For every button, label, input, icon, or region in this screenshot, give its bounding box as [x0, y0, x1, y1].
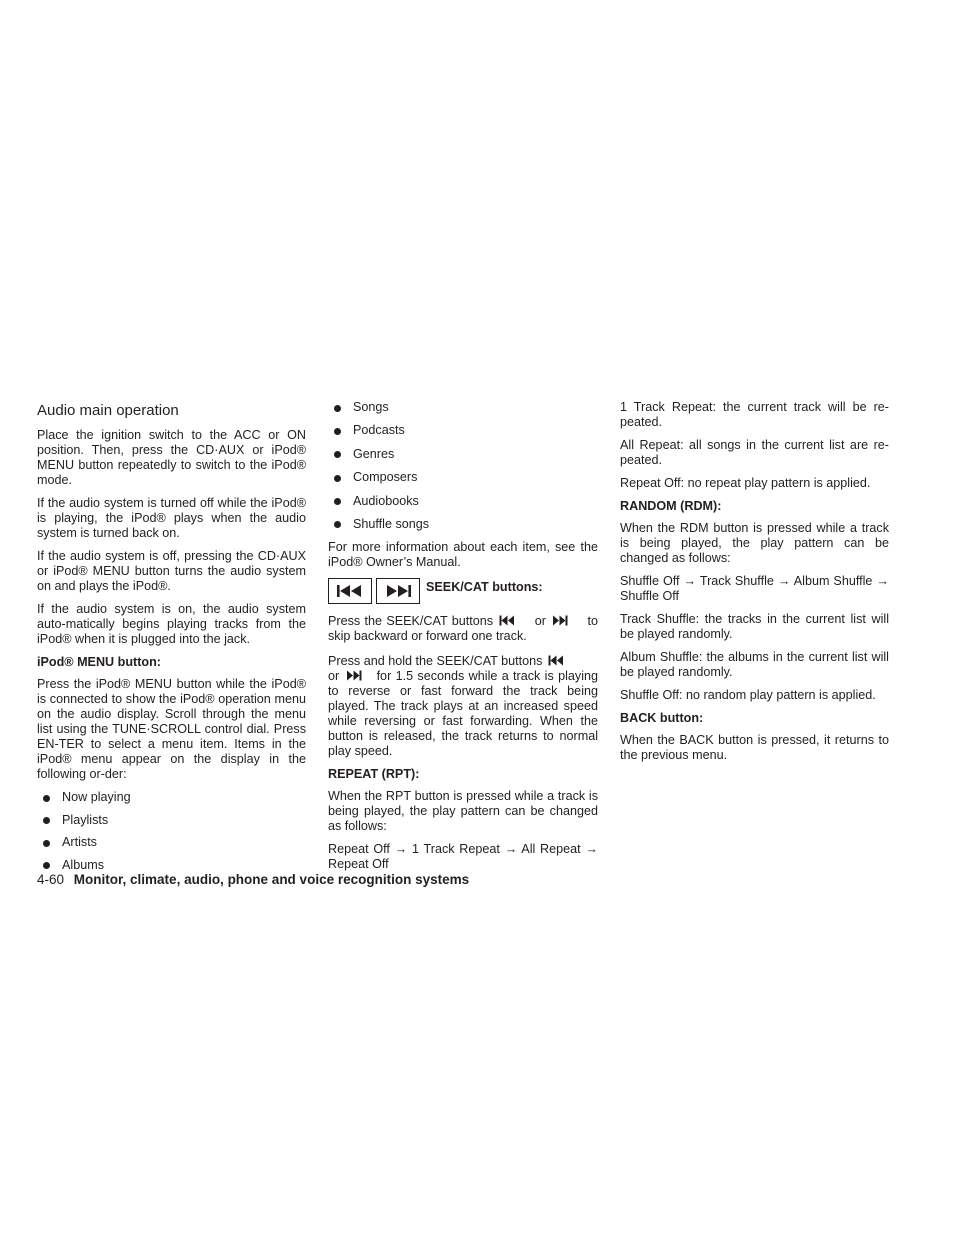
bullet-icon [43, 862, 50, 869]
section-heading: Audio main operation [37, 402, 179, 419]
subheading-ipod-menu: iPod® MENU button: [37, 655, 161, 669]
paragraph: Place the ignition switch to the ACC or ON position. Then, press the CD·AUX or iPod® MENU button repeatedly to switch to the iPod® mode. [37, 428, 306, 487]
skip-forward-icon [346, 670, 362, 681]
list-item-label: Genres [353, 446, 395, 461]
paragraph: Album Shuffle: the albums in the current list will be played randomly. [620, 650, 889, 679]
list-item [328, 400, 598, 415]
list-item [328, 447, 598, 462]
text-run: or [534, 614, 546, 629]
subheading-repeat: REPEAT (RPT): [328, 767, 420, 782]
menu-item-list-continued [328, 400, 598, 532]
list-item [328, 470, 598, 485]
bullet-icon [334, 498, 341, 505]
paragraph: Repeat Off: no repeat play pattern is applied. [620, 476, 871, 490]
paragraph: If the audio system is off, pressing the CD·AUX or iPod® MENU button turns the audio system on and plays the iPod®. [37, 549, 306, 593]
bullet-icon [334, 475, 341, 482]
text-run: to skip backward or forward one track. [328, 614, 599, 644]
list-item [328, 517, 598, 532]
bullet-icon [43, 795, 50, 802]
paragraph: When the BACK button is pressed, it returns to the previous menu. [620, 733, 889, 762]
seek-back-button-diagram [328, 578, 372, 604]
list-item-label: Artists [62, 835, 97, 849]
subheading-seek-cat: SEEK/CAT buttons: [426, 579, 543, 594]
paragraph-seek-press [328, 614, 598, 644]
paragraph: If the audio system is turned off while the iPod® is playing, the iPod® plays when the audio system is turned back on. [37, 496, 306, 540]
paragraph: All Repeat: all songs in the current list are re-peated. [620, 438, 889, 467]
menu-item-list [37, 790, 306, 873]
paragraph-seek-hold [328, 654, 598, 759]
list-item [328, 423, 598, 438]
list-item [37, 790, 306, 805]
text-run: for 1.5 seconds while a track is playing to reverse or fast forward the track being played. The track plays at an increased speed while reversing or fast forwarding. When the button is released, the track returns to normal play speed. [328, 669, 599, 759]
list-item-label: Podcasts [353, 423, 405, 438]
bullet-icon [43, 840, 50, 847]
seek-forward-button-diagram [376, 578, 420, 604]
list-item [37, 835, 306, 850]
text-run: Press and hold the SEEK/CAT buttons [328, 654, 543, 669]
list-item [328, 494, 598, 509]
paragraph: For more information about each item, see the iPod® Owner’s Manual. [328, 540, 598, 570]
middle-column [328, 400, 598, 880]
text-run: Press the SEEK/CAT buttons [328, 614, 494, 629]
list-item-label: Composers [353, 470, 418, 485]
left-column [37, 400, 306, 881]
list-item-label: Shuffle songs [353, 516, 430, 531]
bullet-icon [334, 428, 341, 435]
page-footer [37, 871, 469, 888]
paragraph: Track Shuffle: the tracks in the current list will be played randomly. [620, 612, 889, 641]
seek-cat-button-illustration [328, 578, 598, 604]
section-title: Monitor, climate, audio, phone and voice recognition systems [73, 872, 470, 887]
paragraph: When the RPT button is pressed while a track is being played, the play pattern can be changed as follows: [328, 789, 598, 834]
bullet-icon [334, 451, 341, 458]
paragraph: Shuffle Off → Track Shuffle → Album Shuffle → Shuffle Off [620, 574, 889, 603]
list-item-label: Now playing [62, 790, 131, 804]
bullet-icon [334, 521, 341, 528]
paragraph: Repeat Off → 1 Track Repeat → All Repeat → Repeat Off [328, 842, 598, 872]
list-item [37, 813, 306, 828]
paragraph: 1 Track Repeat: the current track will be re-peated. [620, 400, 889, 429]
skip-back-icon [335, 584, 365, 598]
skip-forward-icon [383, 584, 413, 598]
bullet-icon [334, 405, 341, 412]
paragraph: Press the iPod® MENU button while the iPod® is connected to show the iPod® operation menu on the audio display. Scroll through the menu list using the TUNE·SCROLL control dial. Press EN-TER to select a menu item. Items in the iPod® menu appear on the display in the following or-der: [37, 677, 306, 781]
right-column [620, 400, 889, 771]
paragraph: If the audio system is on, the audio system auto-matically begins playing tracks from the iPod® when it is plugged into the jack. [37, 602, 306, 646]
subheading-random: RANDOM (RDM): [620, 499, 722, 513]
list-item-label: Audiobooks [353, 493, 419, 508]
list-item-label: Albums [62, 857, 104, 872]
skip-back-icon [499, 615, 515, 626]
paragraph: Shuffle Off: no random play pattern is applied. [620, 688, 876, 702]
subheading-back: BACK button: [620, 711, 704, 725]
list-item-label: Songs [353, 400, 389, 414]
bullet-icon [43, 817, 50, 824]
paragraph: When the RDM button is pressed while a track is being played, the play pattern can be changed as follows: [620, 521, 889, 565]
skip-forward-icon [552, 615, 568, 626]
page-number: 4-60 [37, 872, 65, 887]
skip-back-icon [548, 655, 564, 666]
list-item-label: Playlists [62, 812, 109, 827]
text-run: or [328, 669, 340, 684]
